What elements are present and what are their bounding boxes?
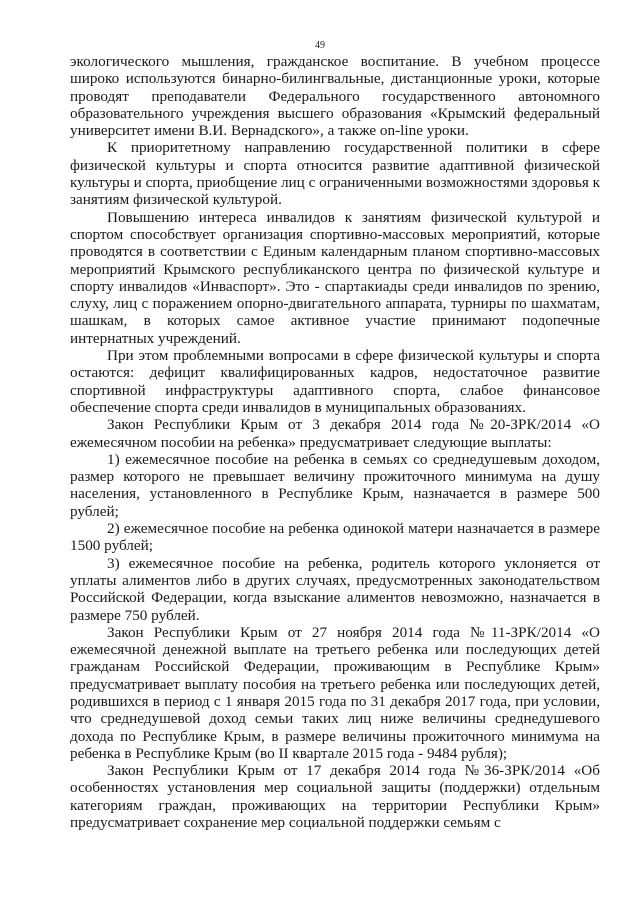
paragraph-law-20-zrk: Закон Республики Крым от 3 декабря 2014 года №20-ЗРК/2014 «О ежемесячном пособии на ребенка» предусматривает следующие выплаты: <box>70 416 600 451</box>
paragraph-sport-events: Повышению интереса инвалидов к занятиям физической культурой и спортом способствует организация спортивно-массовых мероприятий, которые проводятся в соответствии с Единым календарным планом спортивно-массовых мероприятий Крымского республиканского центра по физической культуре и спорту инвалидов «Инваспорт». Это - спартакиады среди инвалидов по зрению, слуху, лиц с поражением опорно-двигательного аппарата, турниры по шахматам, шашкам, в которых самое активное участие принимают подопечные интернатных учреждений. <box>70 208 600 347</box>
paragraph-list-item-2: 2) ежемесячное пособие на ребенка одинокой матери назначается в размере 1500 рублей; <box>70 520 600 555</box>
paragraph-adaptive-sport-priority: К приоритетному направлению государственной политики в сфере физической культуры и спорта относится развитие адаптивной физической культуры и спорта, приобщение лиц с ограниченными возможностями здоровья к занятиям физической культурой. <box>70 139 600 209</box>
paragraph-continuation: экологического мышления, гражданское воспитание. В учебном процессе широко используются бинарно-билингвальные, дистанционные уроки, которые проводят преподаватели Федерального государственного автономного образовательного учреждения высшего образования «Крымский федеральный университет имени В.И. Вернадского», а также on-line уроки. <box>70 53 600 140</box>
paragraph-list-item-1: 1) ежемесячное пособие на ребенка в семьях со среднедушевым доходом, размер которого не превышает величину прожиточного минимума на душу населения, установленного в Республике Крым, назначается в размере 500 рублей; <box>70 450 600 520</box>
paragraph-law-36-zrk: Закон Республики Крым от 17 декабря 2014 года №36-ЗРК/2014 «Об особенностях установления мер социальной защиты (поддержки) отдельным категориям граждан, проживающих на территории Республики Крым» предусматривает сохранение мер социальной поддержки семьям с <box>70 762 600 832</box>
document-body <box>70 53 600 831</box>
page-number: 49 <box>315 40 325 51</box>
paragraph-list-item-3: 3) ежемесячное пособие на ребенка, родитель которого уклоняется от уплаты алиментов либо в других случаях, предусмотренных законодательством Российской Федерации, когда взыскание алиментов невозможно, назначается в размере 750 рублей. <box>70 554 600 624</box>
paragraph-law-11-zrk: Закон Республики Крым от 27 ноября 2014 года №11-ЗРК/2014 «О ежемесячной денежной выплате на третьего ребенка или последующих детей гражданам Российской Федерации, проживающим в Республике Крым» предусматривает выплату пособия на третьего ребенка или последующих детей, родившихся в период с 1 января 2015 года по 31 декабря 2017 года, при условии, что среднедушевой доход семьи таких лиц ниже величины среднедушевого дохода по Республике Крым, в размере величины прожиточного минимума на ребенка в Республике Крым (во II квартале 2015 года - 9484 рубля); <box>70 623 600 762</box>
paragraph-problems: При этом проблемными вопросами в сфере физической культуры и спорта остаются: дефицит квалифицированных кадров, недостаточное развитие спортивной инфраструктуры адаптивного спорта, слабое финансовое обеспечение спорта среди инвалидов в муниципальных образованиях. <box>70 347 600 416</box>
